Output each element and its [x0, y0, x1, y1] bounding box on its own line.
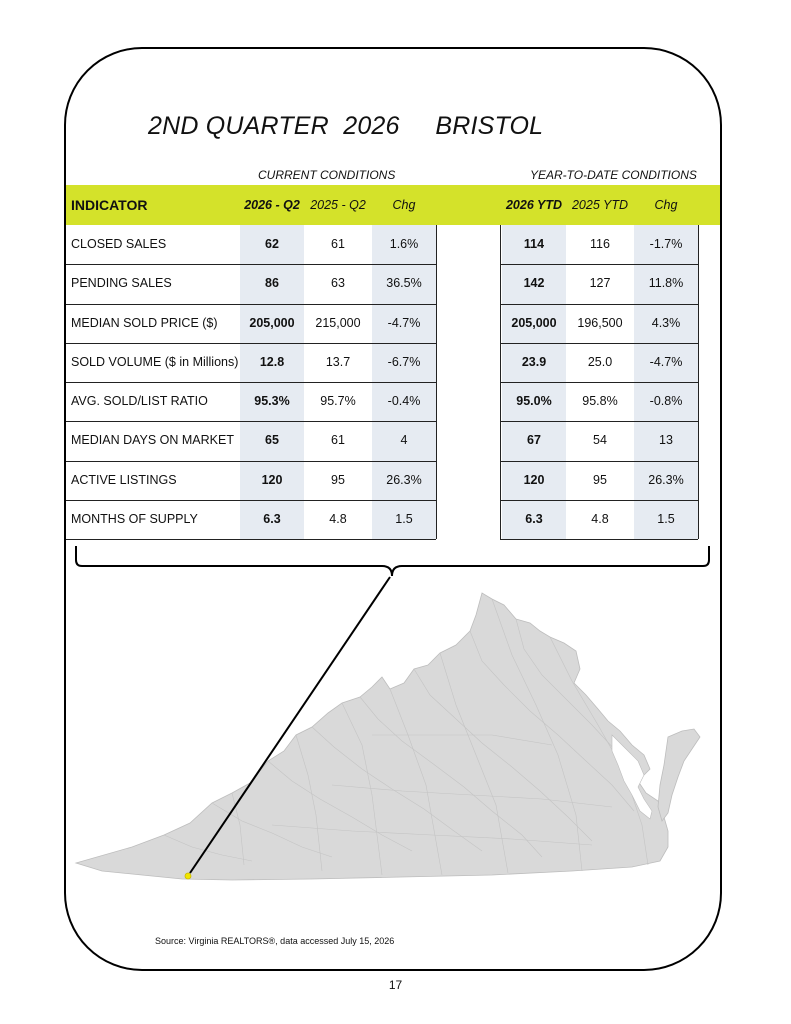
row-ytd-current-value: 142 — [523, 276, 545, 291]
header-previous-period: 2025 - Q2 — [310, 198, 366, 212]
row-label: PENDING SALES — [71, 276, 172, 291]
row-ytd-change-value: -4.7% — [649, 354, 683, 369]
row-ytd-change-value: 11.8% — [648, 276, 684, 291]
row-ytd-current-value: 205,000 — [511, 315, 557, 330]
page-title: 2ND QUARTER 2026 BRISTOL — [148, 112, 544, 140]
row-current-value: 205,000 — [249, 315, 295, 330]
row-ytd-change-value: 4.3% — [651, 315, 681, 330]
row-ytd-current-value: 95.0% — [516, 394, 552, 408]
row-ytd-current-value: 23.9 — [521, 354, 547, 369]
eastern-shore-shape — [658, 729, 700, 821]
row-previous-value: 215,000 — [315, 315, 361, 330]
row-previous-value: 95.7% — [320, 394, 356, 408]
row-previous-value: 4.8 — [329, 511, 347, 526]
table-divider-right — [698, 225, 699, 539]
header-ytd-change: Chg — [654, 198, 678, 212]
row-label: SOLD VOLUME ($ in Millions) — [71, 354, 239, 369]
row-change-value: 36.5% — [386, 276, 422, 291]
row-change-value: 1.6% — [389, 237, 419, 251]
row-current-value: 86 — [265, 276, 279, 291]
source-note: Source: Virginia REALTORS®, data accessed July 15, 2026 — [155, 936, 395, 946]
row-ytd-previous-value: 54 — [593, 433, 607, 448]
row-previous-value: 13.7 — [325, 354, 351, 369]
row-ytd-change-value: 26.3% — [648, 472, 684, 487]
virginia-map — [72, 585, 722, 885]
header-change: Chg — [392, 198, 416, 212]
row-ytd-current-value: 67 — [527, 433, 541, 448]
row-separator — [500, 539, 698, 540]
row-change-value: 26.3% — [386, 472, 422, 487]
row-ytd-previous-value: 95.8% — [582, 394, 618, 408]
row-ytd-current-value: 114 — [523, 237, 545, 251]
row-previous-value: 63 — [331, 276, 345, 291]
row-label: MEDIAN SOLD PRICE ($) — [71, 315, 218, 330]
row-change-value: -4.7% — [387, 315, 421, 330]
row-change-value: -6.7% — [387, 354, 421, 369]
row-ytd-change-value: 13 — [659, 433, 673, 448]
row-previous-value: 61 — [331, 237, 345, 251]
row-ytd-previous-value: 25.0 — [587, 354, 613, 369]
header-ytd-previous: 2025 YTD — [571, 198, 629, 212]
row-ytd-previous-value: 127 — [589, 276, 611, 291]
row-current-value: 62 — [265, 237, 279, 251]
row-change-value: 4 — [400, 433, 408, 448]
row-label: ACTIVE LISTINGS — [71, 472, 177, 487]
row-separator — [66, 539, 436, 540]
row-change-value: 1.5 — [395, 511, 413, 526]
row-current-value: 95.3% — [254, 394, 290, 408]
ytd-conditions-label: YEAR-TO-DATE CONDITIONS — [530, 168, 697, 182]
row-ytd-previous-value: 4.8 — [591, 511, 609, 526]
header-indicator: INDICATOR — [71, 197, 148, 213]
current-conditions-label: CURRENT CONDITIONS — [258, 168, 396, 182]
bristol-marker — [185, 873, 191, 879]
row-current-value: 120 — [261, 472, 283, 487]
header-ytd-current: 2026 YTD — [505, 198, 563, 212]
row-label: MEDIAN DAYS ON MARKET — [71, 433, 234, 448]
virginia-state-shape — [76, 593, 668, 880]
table-divider-current — [436, 225, 437, 539]
row-label: CLOSED SALES — [71, 237, 167, 251]
row-label: MONTHS OF SUPPLY — [71, 511, 198, 526]
row-ytd-previous-value: 196,500 — [577, 315, 623, 330]
row-previous-value: 61 — [331, 433, 345, 448]
row-change-value: -0.4% — [387, 394, 421, 408]
row-ytd-change-value: 1.5 — [657, 511, 675, 526]
header-current-period: 2026 - Q2 — [244, 198, 300, 212]
row-ytd-current-value: 6.3 — [525, 511, 543, 526]
row-current-value: 65 — [265, 433, 279, 448]
row-ytd-change-value: -0.8% — [649, 394, 683, 408]
page-number: 17 — [388, 978, 403, 992]
row-ytd-previous-value: 95 — [593, 472, 607, 487]
table-divider-ytd — [500, 225, 501, 539]
row-ytd-current-value: 120 — [523, 472, 545, 487]
row-label: AVG. SOLD/LIST RATIO — [71, 394, 208, 408]
row-ytd-change-value: -1.7% — [649, 237, 683, 251]
row-ytd-previous-value: 116 — [590, 237, 610, 251]
row-previous-value: 95 — [331, 472, 345, 487]
row-current-value: 6.3 — [263, 511, 281, 526]
row-current-value: 12.8 — [259, 354, 285, 369]
